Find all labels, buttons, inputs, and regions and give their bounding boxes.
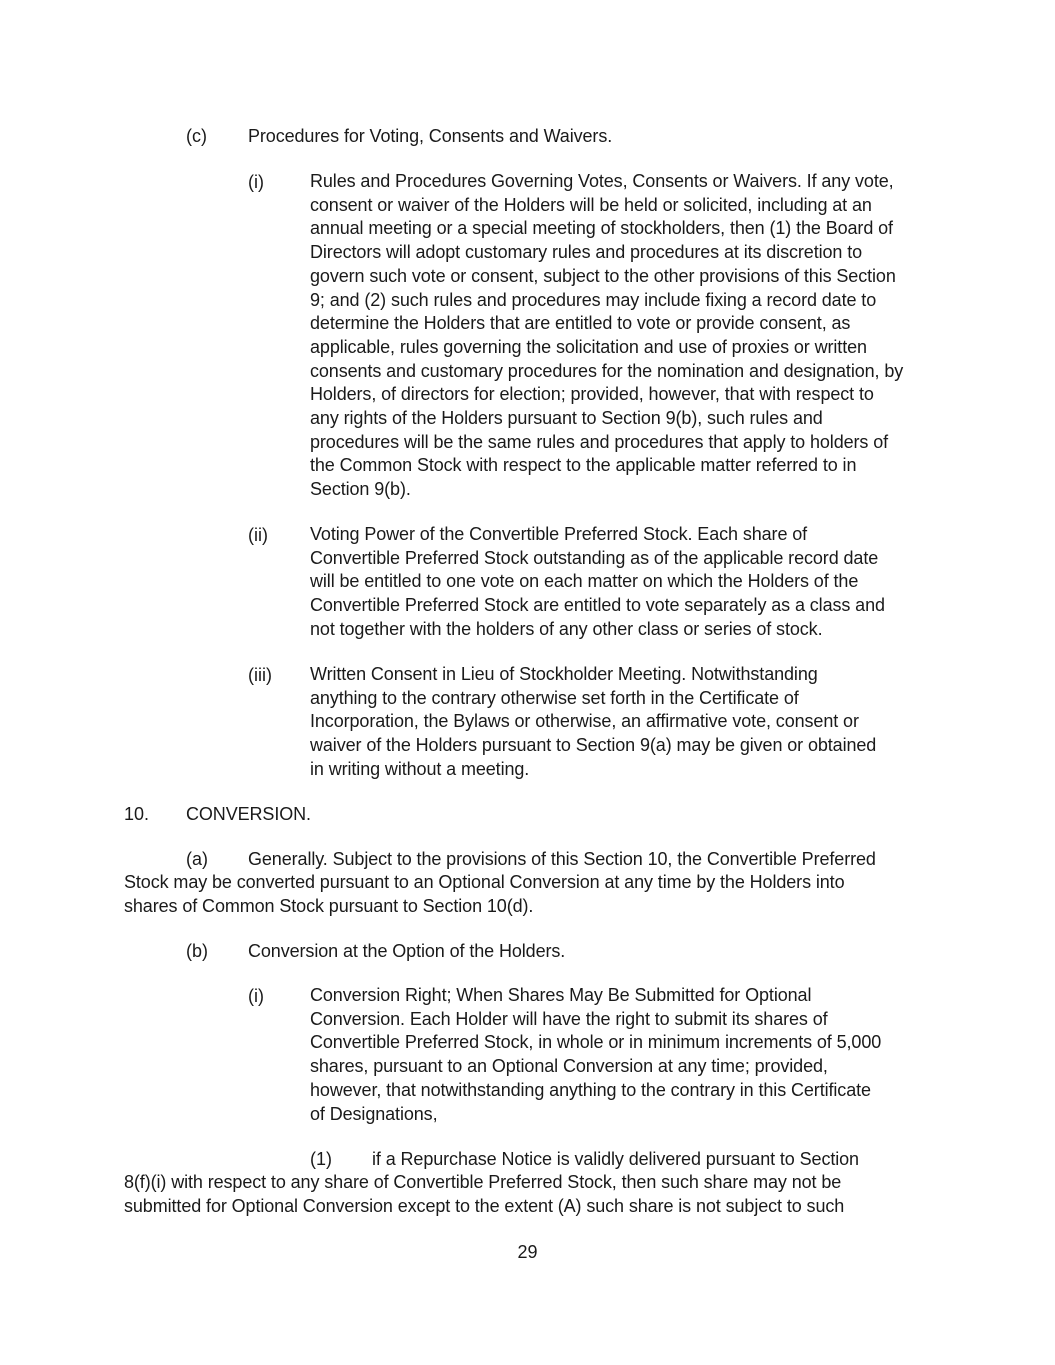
text-line: Conversion Right; When Shares May Be Submitted for Optional	[310, 985, 812, 1005]
section-10-a-first-line: Generally. Subject to the provisions of this Section 10, the Convertible Preferred	[248, 849, 876, 869]
text-line: Written Consent in Lieu of Stockholder Meeting. Notwithstanding	[310, 664, 818, 684]
text-line: will be entitled to one vote on each matter on which the Holders of the	[310, 571, 859, 592]
section-10-a-marker: (a)	[186, 849, 208, 869]
text-line: shares of Common Stock pursuant to Section 10(d).	[124, 895, 534, 916]
section-10-a-text	[124, 871, 934, 918]
text-line: Conversion. Each Holder will have the right to submit its shares of	[310, 1008, 828, 1029]
text-line: in writing without a meeting.	[310, 758, 530, 779]
text-line: Holders, of directors for election; provided, however, that with respect to	[310, 384, 874, 405]
item-b-i-marker: (i)	[248, 986, 264, 1006]
text-line: Rules and Procedures Governing Votes, Consents or Waivers. If any vote,	[310, 171, 894, 191]
text-line: consent or waiver of the Holders will be held or solicited, including at an	[310, 194, 872, 215]
item-c-iii-text	[310, 663, 876, 782]
item-1-first-line: if a Repurchase Notice is validly delivered pursuant to Section	[372, 1149, 859, 1169]
text-line: however, that notwithstanding anything to the contrary in this Certificate	[310, 1079, 871, 1100]
text-line: Stock may be converted pursuant to an Optional Conversion at any time by the Holders into	[124, 872, 845, 892]
text-line: Convertible Preferred Stock, in whole or in minimum increments of 5,000	[310, 1032, 882, 1053]
text-line: Directors will adopt customary rules and procedures at its discretion to	[310, 242, 863, 263]
item-c-ii-marker: (ii)	[248, 525, 268, 545]
text-line: annual meeting or a special meeting of stockholders, then (1) the Board of	[310, 218, 893, 239]
item-1-text	[124, 1171, 934, 1218]
text-line: consents and customary procedures for the nomination and designation, by	[310, 360, 904, 381]
text-line: govern such vote or consent, subject to the other provisions of this Section	[310, 265, 896, 286]
text-line: procedures will be the same rules and procedures that apply to holders of	[310, 431, 889, 452]
text-line: not together with the holders of any other class or series of stock.	[310, 618, 823, 639]
text-line: 8(f)(i) with respect to any share of Convertible Preferred Stock, then such share may not be	[124, 1172, 842, 1192]
text-line: the Common Stock with respect to the applicable matter referred to in	[310, 455, 857, 476]
text-line: 9; and (2) such rules and procedures may include fixing a record date to	[310, 289, 877, 310]
section-c-marker: (c)	[186, 126, 207, 146]
item-c-ii-text	[310, 523, 885, 642]
item-1-marker: (1)	[310, 1149, 332, 1169]
text-line: anything to the contrary otherwise set forth in the Certificate of	[310, 687, 799, 708]
text-line: determine the Holders that are entitled to vote or provide consent, as	[310, 313, 851, 334]
text-line: Convertible Preferred Stock outstanding as of the applicable record date	[310, 547, 879, 568]
text-line: of Designations,	[310, 1103, 438, 1124]
section-10-b-marker: (b)	[186, 941, 208, 961]
text-line: applicable, rules governing the solicitation and use of proxies or written	[310, 336, 867, 357]
text-line: Voting Power of the Convertible Preferred Stock. Each share of	[310, 524, 808, 544]
text-line: Section 9(b).	[310, 479, 411, 500]
item-b-i-text	[310, 984, 881, 1126]
item-c-i-text	[310, 170, 903, 502]
item-c-i-marker: (i)	[248, 172, 264, 192]
text-line: waiver of the Holders pursuant to Section 9(a) may be given or obtained	[310, 735, 877, 756]
text-line: shares, pursuant to an Optional Conversion at any time; provided,	[310, 1056, 828, 1077]
section-c-heading: Procedures for Voting, Consents and Waivers.	[248, 126, 613, 146]
page-number: 29	[517, 1242, 538, 1262]
text-line: any rights of the Holders pursuant to Section 9(b), such rules and	[310, 408, 823, 429]
text-line: Incorporation, the Bylaws or otherwise, an affirmative vote, consent or	[310, 711, 859, 732]
section-10-number: 10.	[124, 804, 150, 824]
section-10-heading: CONVERSION.	[186, 804, 311, 824]
text-line: submitted for Optional Conversion except to the extent (A) such share is not subject to such	[124, 1195, 845, 1216]
text-line: Convertible Preferred Stock are entitled to vote separately as a class and	[310, 595, 885, 616]
section-10-b-heading: Conversion at the Option of the Holders.	[248, 941, 566, 961]
item-c-iii-marker: (iii)	[248, 665, 272, 685]
